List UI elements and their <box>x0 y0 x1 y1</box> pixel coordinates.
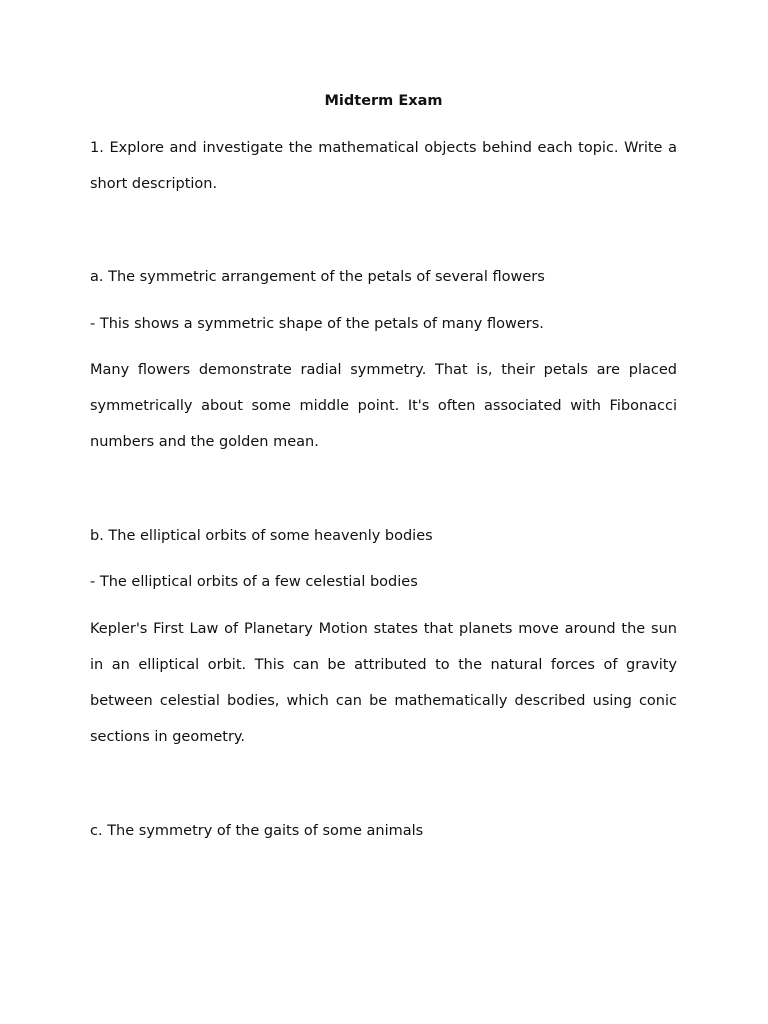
item-b-heading: b. The elliptical orbits of some heavenly bodies <box>90 528 433 544</box>
document-page <box>90 0 677 1024</box>
question-1-text: 1. Explore and investigate the mathematical objects behind each topic. Write a short description. <box>90 140 677 192</box>
item-b-body: Kepler's First Law of Planetary Motion states that planets move around the sun in an elliptical orbit. This can be attributed to the natural forces of gravity between celestial bodies, which can be mathematically described using conic sections in geometry. <box>90 621 677 745</box>
item-a-heading: a. The symmetric arrangement of the petals of several flowers <box>90 269 545 285</box>
document-title: Midterm Exam <box>324 93 443 109</box>
item-a-body: Many flowers demonstrate radial symmetry. That is, their petals are placed symmetrically about some middle point. It's often associated with Fibonacci numbers and the golden mean. <box>90 362 677 450</box>
item-c-heading: c. The symmetry of the gaits of some animals <box>90 823 424 839</box>
item-a-summary: - This shows a symmetric shape of the petals of many flowers. <box>90 316 544 332</box>
item-b-summary: - The elliptical orbits of a few celestial bodies <box>90 574 418 590</box>
